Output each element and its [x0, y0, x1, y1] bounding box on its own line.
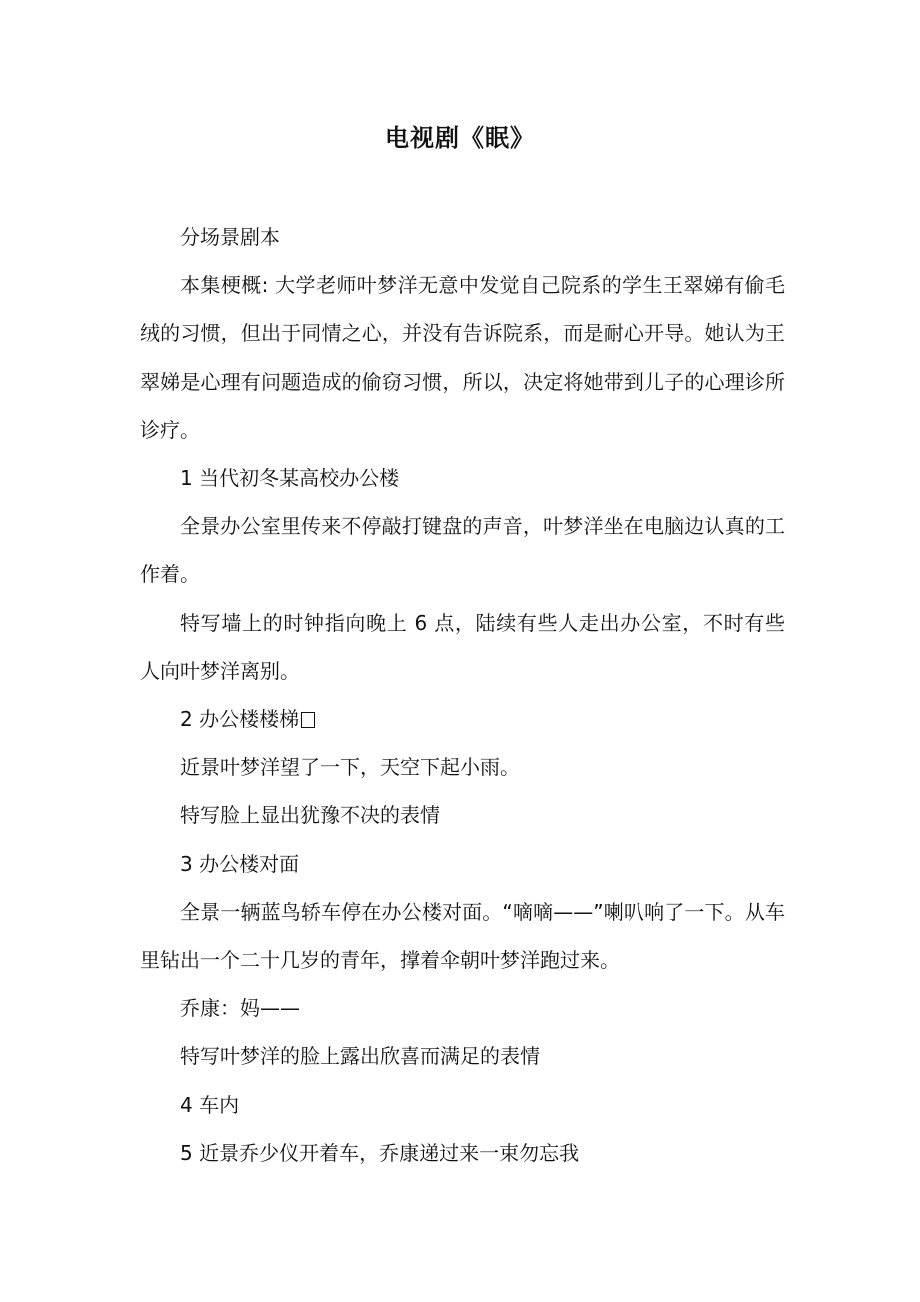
paragraph-scene-1-wide-shot: 全景办公室里传来不停敲打键盘的声音，叶梦洋坐在电脑边认真的工作着。 [140, 514, 785, 587]
document-title: 电视剧《眠》 [385, 124, 535, 152]
paragraph-scene-2-closeup: 特写脸上显出犹豫不决的表情 [180, 803, 440, 828]
paragraph-scene-3-dialogue: 乔康：妈—— [180, 996, 300, 1021]
paragraph-scene-2-medium-shot: 近景叶梦洋望了一下，天空下起小雨。 [180, 755, 520, 780]
paragraph-scene-5-heading: 5 近景乔少仪开着车，乔康递过来一束勿忘我 [180, 1140, 580, 1165]
paragraph-scene-1-heading: 1 当代初冬某高校办公楼 [180, 466, 400, 491]
paragraph-scene-4-heading: 4 车内 [180, 1092, 240, 1117]
paragraph-script-type: 分场景剧本 [180, 225, 280, 249]
scene-2-heading-text: 2 办公楼楼梯 [180, 707, 300, 732]
paragraph-scene-3-heading: 3 办公楼对面 [180, 851, 300, 876]
paragraph-scene-3-closeup: 特写叶梦洋的脸上露出欣喜而满足的表情 [180, 1044, 540, 1069]
paragraph-scene-1-closeup: 特写墙上的时钟指向晚上 6 点，陆续有些人走出办公室，不时有些人向叶梦洋离别。 [140, 610, 785, 683]
missing-glyph-box-icon [301, 712, 315, 728]
paragraph-scene-2-heading [140, 695, 785, 743]
paragraph-synopsis: 本集梗概: 大学老师叶梦洋无意中发觉自己院系的学生王翠娣有偷毛绒的习惯，但出于同情之心，并没有告诉院系，而是耐心开导。她认为王翠娣是心理有问题造成的偷窃习惯，所以，决定将她带到儿子的心理诊所诊疗。 [140, 273, 785, 442]
document-body [140, 213, 785, 1177]
paragraph-scene-3-wide-shot: 全景一辆蓝鸟轿车停在办公楼对面。“嘀嘀——”喇叭响了一下。从车里钻出一个二十几岁的青年，撑着伞朝叶梦洋跑过来。 [140, 899, 785, 973]
